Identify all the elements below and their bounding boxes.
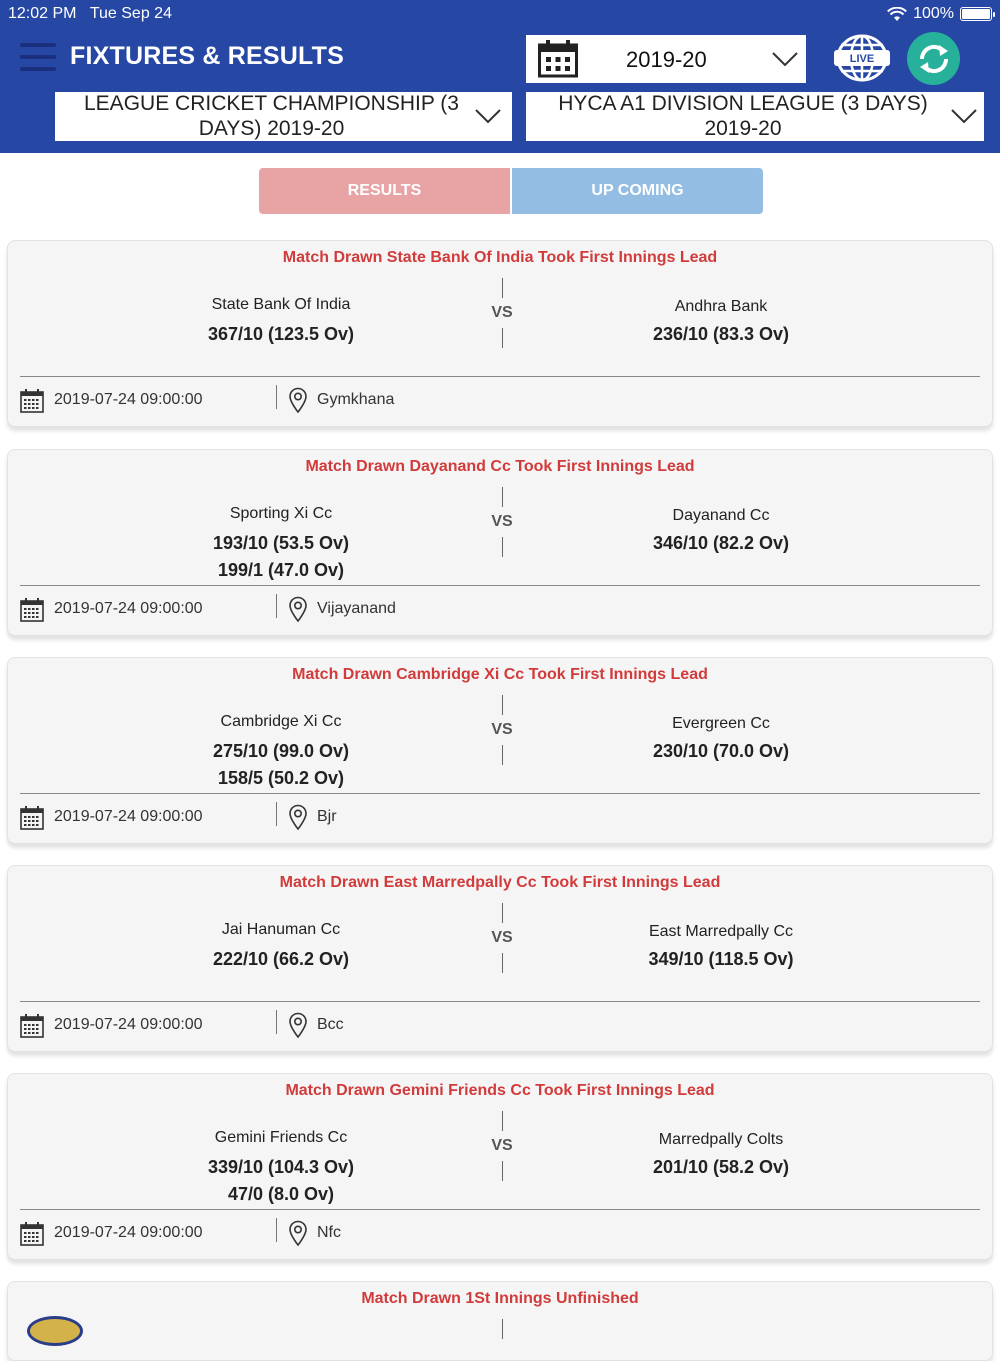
team-score-second: 158/5 (50.2 Ov) — [217, 768, 345, 788]
app-header — [0, 0, 1000, 153]
vs-label: VS — [491, 721, 513, 738]
team-name: Dayanand Cc — [672, 507, 770, 524]
match-info — [20, 1010, 980, 1042]
calendar-icon — [20, 598, 44, 627]
location-pin-icon — [288, 1220, 308, 1251]
team-name: East Marredpally Cc — [648, 923, 794, 940]
team-right — [571, 922, 871, 973]
division-value: HYCA A1 DIVISION LEAGUE (3 DAYS) 2019-20 — [558, 92, 928, 140]
calendar-icon — [20, 389, 44, 418]
match-card[interactable] — [7, 240, 993, 427]
team-right — [571, 714, 871, 765]
match-venue: Bjr — [317, 808, 337, 825]
match-venue: Bcc — [317, 1016, 344, 1033]
match-card[interactable] — [7, 657, 993, 844]
team-score: 236/10 (83.3 Ov) — [652, 324, 790, 344]
tab-results[interactable]: RESULTS — [259, 168, 512, 214]
team-right — [571, 297, 871, 348]
team-score-second: 199/1 (47.0 Ov) — [217, 560, 345, 580]
match-card[interactable] — [7, 865, 993, 1052]
hamburger-menu-icon[interactable] — [20, 43, 56, 71]
calendar-icon — [20, 1014, 44, 1043]
divider — [20, 1209, 980, 1210]
team-name: Jai Hanuman Cc — [221, 921, 341, 938]
tab-upcoming[interactable]: UP COMING — [512, 168, 763, 214]
division-dropdown[interactable] — [526, 92, 984, 141]
match-result: Match Drawn State Bank Of India Took First Innings Lead — [282, 249, 718, 266]
battery-icon — [960, 7, 992, 21]
wifi-icon — [887, 7, 907, 22]
vs-label: VS — [491, 304, 513, 321]
divider — [20, 376, 980, 377]
match-venue: Gymkhana — [317, 391, 395, 408]
team-score: 367/10 (123.5 Ov) — [207, 324, 355, 344]
match-datetime: 2019-07-24 09:00:00 — [54, 391, 203, 408]
match-info — [20, 1218, 980, 1250]
team-score: 339/10 (104.3 Ov) — [207, 1157, 355, 1177]
divider — [276, 1010, 277, 1034]
team-left — [131, 920, 431, 973]
team-name: Sporting Xi Cc — [229, 505, 333, 522]
team-right — [571, 1130, 871, 1181]
match-card[interactable] — [7, 1073, 993, 1260]
calendar-icon — [20, 1222, 44, 1251]
vs-label: VS — [491, 1137, 513, 1154]
team-name: Marredpally Colts — [658, 1131, 784, 1148]
team-score: 349/10 (118.5 Ov) — [648, 949, 794, 969]
team-right — [571, 506, 871, 557]
team-score: 275/10 (99.0 Ov) — [212, 741, 350, 761]
team-name: Cambridge Xi Cc — [220, 713, 342, 730]
match-datetime: 2019-07-24 09:00:00 — [54, 808, 203, 825]
match-result: Match Drawn Cambridge Xi Cc Took First Innings Lead — [292, 666, 708, 683]
match-result: Match Drawn 1St Innings Unfinished — [361, 1290, 639, 1307]
team-score: 346/10 (82.2 Ov) — [652, 533, 790, 553]
divider — [276, 1218, 277, 1242]
chevron-down-icon — [772, 51, 798, 67]
location-pin-icon — [288, 596, 308, 627]
vs-label: VS — [491, 513, 513, 530]
vs-separator — [488, 278, 516, 348]
vs-separator — [488, 1319, 516, 1339]
refresh-icon — [914, 39, 954, 79]
vs-label: VS — [491, 929, 513, 946]
results-tabs — [259, 168, 763, 214]
match-info — [20, 802, 980, 834]
league-dropdown[interactable] — [55, 92, 512, 141]
divider — [276, 594, 277, 618]
live-globe-icon[interactable] — [834, 33, 890, 83]
page-title: FIXTURES & RESULTS — [70, 42, 344, 70]
location-pin-icon — [288, 1012, 308, 1043]
match-result: Match Drawn East Marredpally Cc Took First Innings Lead — [279, 874, 721, 891]
chevron-down-icon — [475, 108, 501, 124]
divider — [276, 385, 277, 409]
team-left — [131, 712, 431, 792]
match-result: Match Drawn Gemini Friends Cc Took First Innings Lead — [285, 1082, 715, 1099]
team-score-second: 47/0 (8.0 Ov) — [227, 1184, 335, 1204]
team-score: 230/10 (70.0 Ov) — [652, 741, 790, 761]
location-pin-icon — [288, 387, 308, 418]
team-name: Gemini Friends Cc — [214, 1129, 348, 1146]
status-date: Tue Sep 24 — [89, 5, 172, 22]
refresh-button[interactable] — [907, 32, 960, 85]
team-score: 193/10 (53.5 Ov) — [212, 533, 350, 553]
status-bar — [0, 0, 1000, 28]
battery-percent: 100% — [913, 5, 954, 22]
calendar-icon — [538, 40, 578, 78]
location-pin-icon — [288, 804, 308, 835]
divider — [20, 585, 980, 586]
team-left — [131, 504, 431, 584]
team-name: Evergreen Cc — [672, 715, 770, 732]
match-result: Match Drawn Dayanand Cc Took First Innings Lead — [305, 458, 695, 475]
team-score: 201/10 (58.2 Ov) — [652, 1157, 790, 1177]
match-card[interactable] — [7, 449, 993, 636]
match-info — [20, 385, 980, 417]
vs-separator — [488, 903, 516, 973]
match-venue: Vijayanand — [317, 600, 396, 617]
match-info — [20, 594, 980, 626]
league-value: LEAGUE CRICKET CHAMPIONSHIP (3 DAYS) 2019-20 — [84, 92, 459, 140]
vs-separator — [488, 1111, 516, 1181]
chevron-down-icon — [951, 108, 977, 124]
vs-separator — [488, 695, 516, 765]
team-name: Andhra Bank — [674, 298, 768, 315]
team-score: 222/10 (66.2 Ov) — [212, 949, 350, 969]
team-logo — [27, 1316, 83, 1346]
team-left — [131, 295, 431, 348]
vs-separator — [488, 487, 516, 557]
calendar-icon — [20, 806, 44, 835]
match-card[interactable] — [7, 1281, 993, 1361]
match-datetime: 2019-07-24 09:00:00 — [54, 1016, 203, 1033]
match-venue: Nfc — [317, 1224, 341, 1241]
match-datetime: 2019-07-24 09:00:00 — [54, 600, 203, 617]
live-label: LIVE — [849, 53, 875, 65]
match-datetime: 2019-07-24 09:00:00 — [54, 1224, 203, 1241]
team-left — [131, 1128, 431, 1208]
season-dropdown[interactable] — [526, 35, 806, 83]
divider — [20, 793, 980, 794]
divider — [20, 1001, 980, 1002]
season-value: 2019-20 — [626, 47, 707, 72]
divider — [276, 802, 277, 826]
team-name: State Bank Of India — [211, 296, 351, 313]
status-time: 12:02 PM Tue Sep 24 — [8, 5, 172, 22]
